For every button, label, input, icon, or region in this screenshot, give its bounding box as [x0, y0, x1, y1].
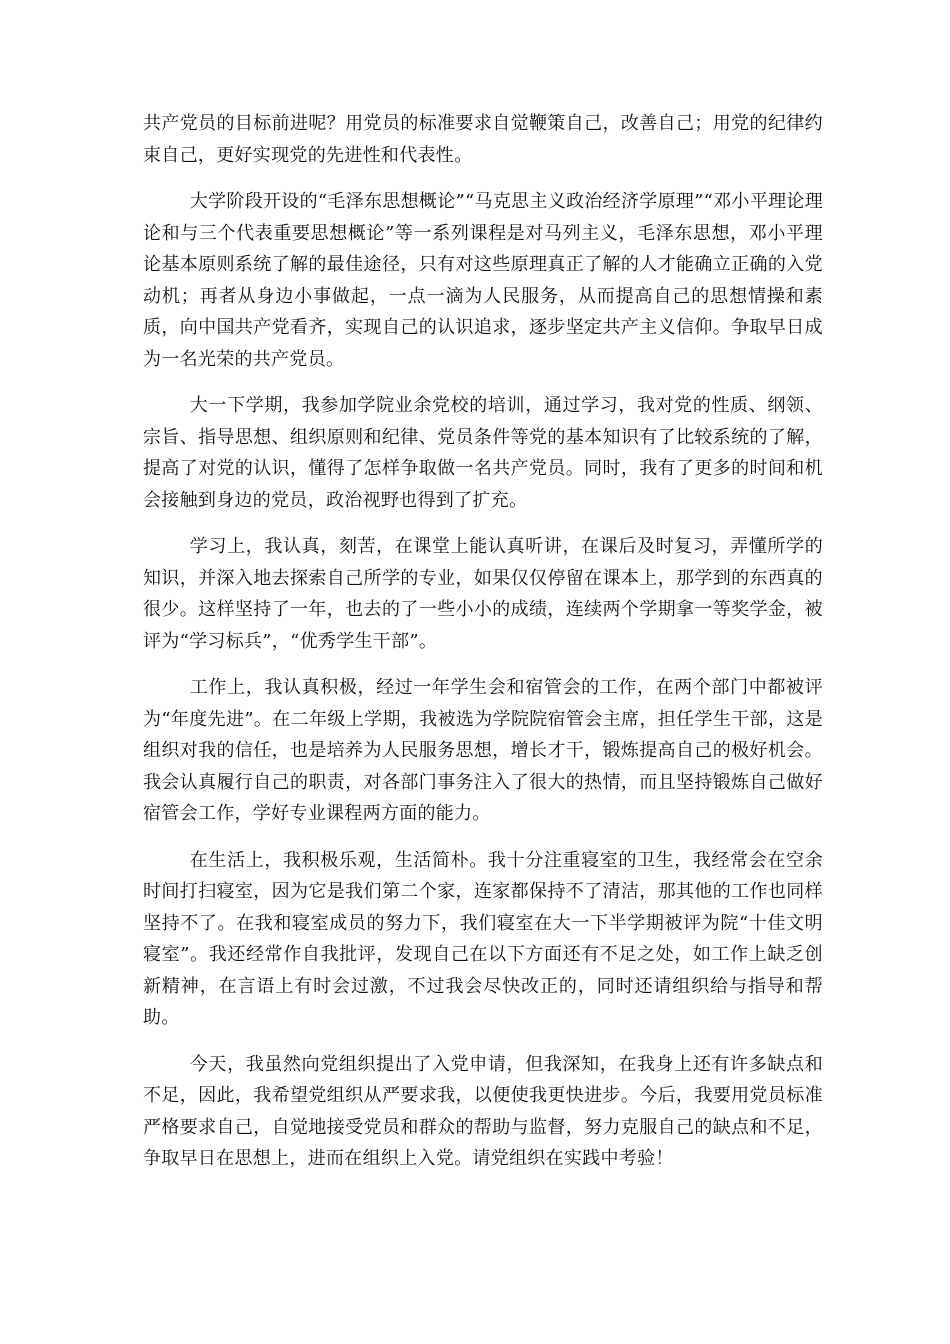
- paragraph-party-school: 大一下学期，我参加学院业余党校的培训，通过学习，我对党的性质、纲领、宗旨、指导思想、组织原则和纪律、党员条件等党的基本知识有了比较系统的了解，提高了对党的认识，懂得了怎样争取做一名共产党员。同时，我有了更多的时间和机会接触到身边的党员，政治视野也得到了扩充。: [143, 395, 823, 511]
- document-body: [143, 108, 823, 1190]
- paragraph-courses: 大学阶段开设的“毛泽东思想概论”“马克思主义政治经济学原理”“邓小平理论理论和与三个代表重要思想概论”等一系列课程是对马列主义，毛泽东思想，邓小平理论基本原则系统了解的最佳途径，只有对这些原理真正了解的人才能确立正确的入党动机；再者从身边小事做起，一点一滴为人民服务，从而提高自己的思想情操和素质，向中国共产党看齐，实现自己的认识追求，逐步坚定共产主义信仰。争取早日成为一名光荣的共产党员。: [143, 191, 823, 370]
- paragraph-life: 在生活上，我积极乐观，生活简朴。我十分注重寝室的卫生，我经常会在空余时间打扫寝室，因为它是我们第二个家，连家都保持不了清洁，那其他的工作也同样坚持不了。在我和寝室成员的努力下，我们寝室在大一下半学期被评为院“十佳文明寝室”。我还经常作自我批评，发现自己在以下方面还有不足之处，如工作上缺乏创新精神，在言语上有时会过激，不过我会尽快改正的，同时还请组织给与指导和帮助。: [143, 849, 823, 1028]
- paragraph-continuation: 共产党员的目标前进呢？用党员的标准要求自觉鞭策自己，改善自己；用党的纪律约束自己，更好实现党的先进性和代表性。: [143, 113, 823, 166]
- paragraph-work: 工作上，我认真积极，经过一年学生会和宿管会的工作，在两个部门中都被评为“年度先进”。在二年级上学期，我被选为学院院宿管会主席，担任学生干部，这是组织对我的信任，也是培养为人民服务思想，增长才干，锻炼提高自己的极好机会。我会认真履行自己的职责，对各部门事务注入了很大的热情，而且坚持锻炼自己做好宿管会工作，学好专业课程两方面的能力。: [143, 677, 823, 824]
- paragraph-conclusion: 今天，我虽然向党组织提出了入党申请，但我深知，在我身上还有许多缺点和不足，因此，我希望党组织从严要求我，以便使我更快进步。今后，我要用党员标准严格要求自己，自觉地接受党员和群众的帮助与监督，努力克服自己的缺点和不足，争取早日在思想上，进而在组织上入党。请党组织在实践中考验！: [143, 1053, 823, 1169]
- paragraph-study: 学习上，我认真，刻苦，在课堂上能认真听讲，在课后及时复习，弄懂所学的知识，并深入地去探索自己所学的专业，如果仅仅停留在课本上，那学到的东西真的很少。这样坚持了一年，也去的了一些小小的成绩，连续两个学期拿一等奖学金，被评为“学习标兵”，“优秀学生干部”。: [143, 536, 823, 652]
